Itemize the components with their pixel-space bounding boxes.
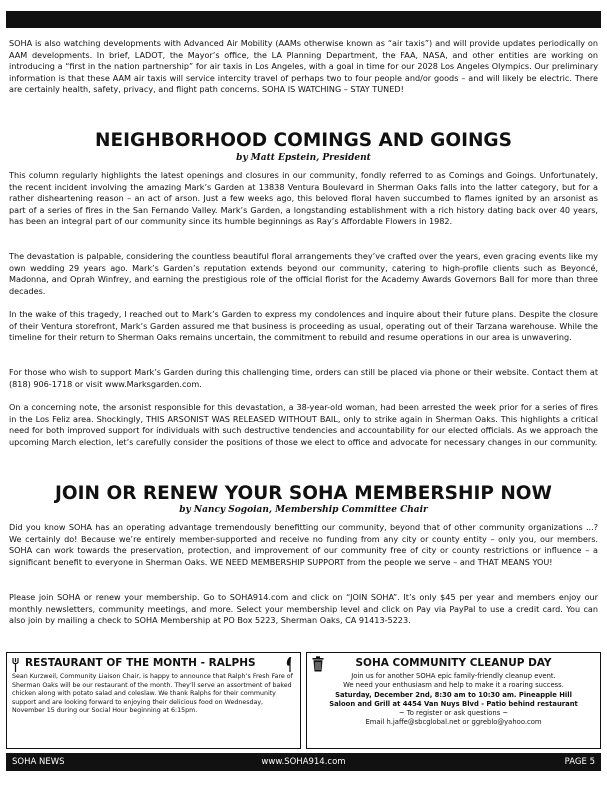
knife-icon: [285, 657, 295, 672]
cleanup-contact-emails: Email h.jaffe@sbcglobal.net or ggreblo@yahoo.com: [365, 718, 542, 727]
restaurant-box-text: Sean Kurzweil, Community Liaison Chair, is happy to announce that Ralph’s Fresh Fare of Sherman Oaks will be our restaurant of the month. They’ll serve an assortment of baked chicken along with potato salad and coleslaw. We thank Ralphs for their community support and are looking forward to enjoying their delicious food on Wednesday, November 15 during our Social Hour beginning at 6:15pm.: [12, 673, 293, 715]
cleanup-date-location: Saturday, December 2nd, 8:30 am to 10:30 am. Pineapple Hill: [335, 690, 572, 699]
article-title-comings-goings: NEIGHBORHOOD COMINGS AND GOINGS: [95, 130, 512, 151]
cleanup-invite-line: Join us for another SOHA epic family-friendly cleanup event.: [351, 672, 556, 680]
fork-icon: [12, 658, 22, 672]
cleanup-date-location: Saloon and Grill at 4454 Van Nuys Blvd - Patio behind restaurant: [329, 699, 578, 708]
cleanup-invite-line: We need your enthusiasm and help to make it a roaring success.: [343, 681, 564, 690]
article-paragraph: This column regularly highlights the latest openings and closures in our community, fondly referred to as Comings and Goings. Unfortunately, the recent incident involving the amazing Mark’s Garden at 13838 Ventura Boulevard in Sherman Oaks falls into the latter category, but for a rather disheartening reason – an act of arson. Just a few weeks ago, this beloved floral haven succumbed to flames ignited by an arsonist as part of a series of fires in the San Fernando Valley. Mark’s Garden, a longstanding establishment with a rich history dating back over 40 years, has been an integral part of our community since its humble beginnings as Ray’s Affordable Flowers in 1982.: [9, 170, 598, 227]
article-paragraph: Did you know SOHA has an operating advantage tremendously benefitting our community, beyond that of other community organizations ...? We certainly do! Because we’re entirely member-supported and receive no funding from any city or county entity – only you, our members. SOHA can work towards the preservation, protection, and improvement of our community free of city or county restrictions or influence – a significant benefit to everyone in Sherman Oaks. WE NEED MEMBERSHIP SUPPORT from the people we serve – and THAT MEANS YOU!: [9, 522, 598, 567]
article-paragraph: Please join SOHA or renew your membership. Go to SOHA914.com and click on “JOIN SOHA”. It’s only $45 per year and members enjoy our monthly newsletters, community meetings, and more. Select your membership level and click on Pay via PayPal to use a credit card. You can also join by mailing a check to SOHA Membership at PO Box 5223, Sherman Oaks, CA 91413-5223.: [9, 592, 598, 626]
article-paragraph: For those who wish to support Mark’s Garden during this challenging time, orders can still be placed via phone or their website. Contact them at (818) 906-1718 or visit www.Marksgarden.com.: [9, 367, 598, 389]
aam-intro-paragraph: SOHA is also watching developments with Advanced Air Mobility (AAMs otherwise known as “air taxis”) and will provide updates periodically on AAM developments. In brief, LADOT, the Mayor’s office, the LA Planning Department, the FAA, NASA, and other entities are working on introducing a “first in the nation partnership” for air taxis in Los Angeles, with a goal in time for our 2028 Los Angeles Olympics. Our preliminary information is that these AAM air taxis will service intercity travel of perhaps two to four people and/or goods – and will likely be electric. There are certainly health, safety, privacy, and flight path concerns. SOHA IS WATCHING – STAY TUNED!: [9, 38, 598, 95]
footer-page-number: PAGE 5: [564, 757, 595, 767]
article-title-membership: JOIN OR RENEW YOUR SOHA MEMBERSHIP NOW: [55, 483, 552, 504]
article-byline-comings-goings: by Matt Epstein, President: [236, 153, 371, 163]
article-paragraph: On a concerning note, the arsonist responsible for this devastation, a 38-year-old woman, had been arrested the week prior for a series of fires in the Los Feliz area. Shockingly, THIS ARSONIST WAS RELEASED WITHOUT BAIL, only to strike again in Sherman Oaks. This highlights a critical need for both improved support for individuals with such destructive tendencies and accountability for our elected officials. As we approach the upcoming March election, let’s carefully consider the positions of those we elect to office and advocate for necessary changes in our community.: [9, 402, 598, 447]
cleanup-day-box: [306, 652, 601, 749]
article-byline-membership: by Nancy Sogoian, Membership Committee Chair: [179, 505, 428, 515]
cleanup-box-title: SOHA COMMUNITY CLEANUP DAY: [355, 657, 552, 669]
article-paragraph: The devastation is palpable, considering the countless beautiful floral arrangements they’ve crafted over the years, even gracing events like my own wedding 29 years ago. Mark’s Garden’s reputation extends beyond our community, catering to high-profile clients such as Beyoncé, Madonna, and Oprah Winfrey, and earning the prestigious role of the official florist for the Academy Awards Governors Ball for more than three decades.: [9, 251, 598, 296]
article-paragraph: In the wake of this tragedy, I reached out to Mark’s Garden to express my condolences and inquire about their future plans. Despite the closure of their Ventura storefront, Mark’s Garden assured me that business is proceeding as usual, operating out of their Tarzana warehouse. While the timeline for their return to Sherman Oaks remains uncertain, the commitment to rebuild and resume operations in our area is unwavering.: [9, 309, 598, 343]
page-footer: [6, 753, 601, 771]
footer-publication-name: SOHA NEWS: [12, 757, 65, 767]
footer-website-link[interactable]: www.SOHA914.com: [261, 757, 346, 767]
restaurant-box-title: RESTAURANT OF THE MONTH - RALPHS: [25, 657, 256, 669]
top-header-bar: [6, 11, 601, 28]
restaurant-of-month-box: [6, 652, 301, 749]
cleanup-register-label: ~ To register or ask questions ~: [398, 709, 509, 718]
